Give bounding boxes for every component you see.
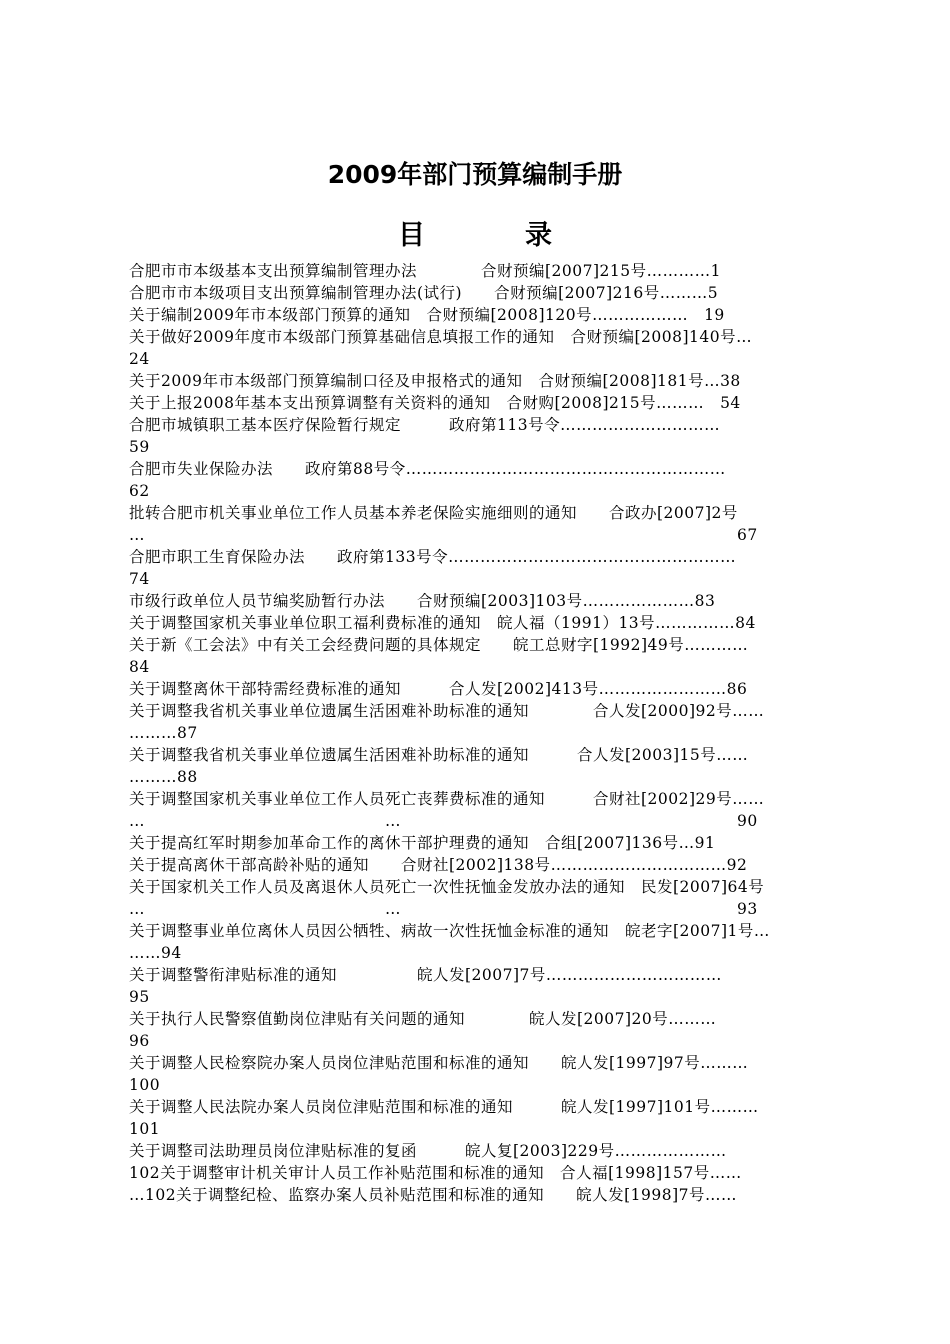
toc-line: ………87 [129, 724, 198, 742]
toc-line: 合肥市市本级项目支出预算编制管理办法(试行) 合财预编[2007]216号………5 [129, 284, 719, 302]
toc-line: ………88 [129, 768, 198, 786]
toc-line: 62 [129, 482, 150, 500]
toc-line: 关于编制2009年市本级部门预算的通知 合财预编[2008]120号……………… 19 [129, 306, 725, 324]
toc-line: 关于调整人民法院办案人员岗位津贴范围和标准的通知 皖人发[1997]101号……… [129, 1098, 759, 1116]
toc-line: … … 93 [129, 900, 758, 918]
toc-line: … … 90 [129, 812, 758, 830]
toc-line: 批转合肥市机关事业单位工作人员基本养老保险实施细则的通知 合政办[2007]2号 [129, 504, 738, 522]
toc-line: 96 [129, 1032, 150, 1050]
toc-line: 关于国家机关工作人员及离退休人员死亡一次性抚恤金发放办法的通知 民发[2007]64号 [129, 878, 765, 896]
toc-line: …102关于调整纪检、监察办案人员补贴范围和标准的通知 皖人发[1998]7号…… [129, 1186, 737, 1204]
toc-line: 100 [129, 1076, 161, 1094]
toc-line: 59 [129, 438, 150, 456]
table-of-contents [129, 260, 837, 1206]
toc-line: 关于调整事业单位离休人员因公牺牲、病故一次性抚恤金标准的通知 皖老字[2007]1号… [129, 922, 770, 940]
toc-line: 关于调整国家机关事业单位职工福利费标准的通知 皖人福（1991）13号……………84 [129, 614, 756, 632]
toc-line: 合肥市城镇职工基本医疗保险暂行规定 政府第113号令………………………… [129, 416, 721, 434]
toc-heading: 目录 [398, 220, 652, 251]
toc-line: 102关于调整审计机关审计人员工作补贴范围和标准的通知 合人福[1998]157号…… [129, 1164, 742, 1182]
toc-line: 关于提高离休干部高龄补贴的通知 合财社[2002]138号……………………………92 [129, 856, 748, 874]
toc-line: 关于调整离休干部特需经费标准的通知 合人发[2002]413号……………………86 [129, 680, 748, 698]
toc-line: 关于调整人民检察院办案人员岗位津贴范围和标准的通知 皖人发[1997]97号……… [129, 1054, 749, 1072]
toc-line: 关于调整国家机关事业单位工作人员死亡丧葬费标准的通知 合财社[2002]29号…… [129, 790, 765, 808]
toc-line: 关于调整我省机关事业单位遗属生活困难补助标准的通知 合人发[2003]15号…… [129, 746, 749, 764]
toc-line: 关于新《工会法》中有关工会经费问题的具体规定 皖工总财字[1992]49号………… [129, 636, 749, 654]
toc-line: 合肥市失业保险办法 政府第88号令…………………………………………………… [129, 460, 726, 478]
toc-line: 关于2009年市本级部门预算编制口径及申报格式的通知 合财预编[2008]181号…38 [129, 372, 741, 390]
document-title: 2009年部门预算编制手册 [327, 160, 623, 189]
toc-line: 关于调整司法助理员岗位津贴标准的复函 皖人复[2003]229号………………… [129, 1142, 727, 1160]
toc-line: 84 [129, 658, 150, 676]
toc-line: 合肥市职工生育保险办法 政府第133号令……………………………………………… [129, 548, 737, 566]
toc-line: 合肥市市本级基本支出预算编制管理办法 合财预编[2007]215号…………1 [129, 262, 721, 280]
toc-line: 关于上报2008年基本支出预算调整有关资料的通知 合财购[2008]215号……… 54 [129, 394, 741, 412]
toc-line: 101 [129, 1120, 161, 1138]
toc-line: 市级行政单位人员节编奖励暂行办法 合财预编[2003]103号…………………83 [129, 592, 716, 610]
toc-line: … 67 [129, 526, 758, 544]
toc-line: 95 [129, 988, 150, 1006]
toc-line: ……94 [129, 944, 182, 962]
toc-line: 关于提高红军时期参加革命工作的离休干部护理费的通知 合组[2007]136号…91 [129, 834, 716, 852]
toc-line: 74 [129, 570, 150, 588]
toc-line: 关于调整警衔津贴标准的通知 皖人发[2007]7号…………………………… [129, 966, 722, 984]
toc-line: 关于执行人民警察值勤岗位津贴有关问题的通知 皖人发[2007]20号……… [129, 1010, 717, 1028]
toc-line: 关于调整我省机关事业单位遗属生活困难补助标准的通知 合人发[2000]92号…… [129, 702, 765, 720]
toc-line: 关于做好2009年度市本级部门预算基础信息填报工作的通知 合财预编[2008]140号… [129, 328, 753, 346]
toc-line: 24 [129, 350, 150, 368]
